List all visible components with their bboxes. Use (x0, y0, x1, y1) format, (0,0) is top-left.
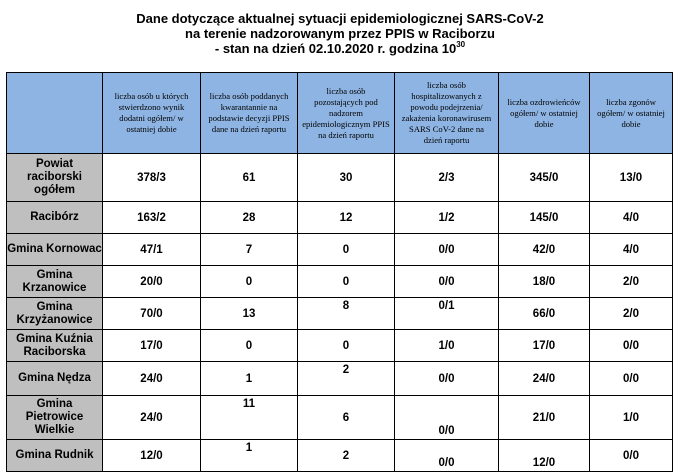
cell-hospitalized: 0/0 (395, 396, 499, 440)
cell-deaths: 2/0 (590, 298, 673, 330)
cell-quarantine: 28 (201, 202, 298, 234)
cell-deaths: 13/0 (590, 154, 673, 202)
cell-deaths: 0/0 (590, 440, 673, 472)
cell-hospitalized: 0/1 (395, 298, 499, 330)
cell-supervision: 0 (298, 234, 395, 266)
table-row (7, 440, 673, 472)
row-header: Powiat raciborski ogółem (7, 154, 103, 202)
title-line-2: na terenie nadzorowanym przez PPIS w Raciborzu (185, 26, 495, 41)
epidemic-data-table (6, 72, 673, 472)
table-row (7, 298, 673, 330)
report-title (0, 11, 680, 56)
cell-hospitalized: 1/2 (395, 202, 499, 234)
row-header: Gmina Nędza (7, 362, 103, 396)
cell-positive-cases: 12/0 (103, 440, 201, 472)
row-header: Gmina Krzyżanowice (7, 298, 103, 330)
cell-recovered: 145/0 (499, 202, 590, 234)
title-line-3 (0, 41, 680, 56)
table-row (7, 154, 673, 202)
row-header: Gmina Pietrowice Wielkie (7, 396, 103, 440)
cell-supervision: 6 (298, 396, 395, 440)
cell-hospitalized: 0/0 (395, 266, 499, 298)
cell-recovered: 24/0 (499, 362, 590, 396)
cell-recovered: 12/0 (499, 440, 590, 472)
cell-recovered: 345/0 (499, 154, 590, 202)
column-header-deaths: liczba zgonów ogółem/ w ostatniej dobie (590, 73, 673, 154)
column-header-positive-cases: liczba osób u których stwierdzono wynik dodatni ogółem/ w ostatniej dobie (103, 73, 201, 154)
cell-positive-cases: 24/0 (103, 362, 201, 396)
cell-hospitalized: 0/0 (395, 362, 499, 396)
cell-hospitalized: 0/0 (395, 440, 499, 472)
title-time-minutes: 30 (456, 40, 466, 49)
cell-supervision: 0 (298, 330, 395, 362)
cell-quarantine: 0 (201, 330, 298, 362)
cell-quarantine: 7 (201, 234, 298, 266)
title-date-text: - stan na dzień 02.10.2020 r. godzina 10 (214, 41, 457, 56)
column-header-supervision: liczba osób pozostających pod nadzorem epidemiologicznym PPIS na dzień raportu (298, 73, 395, 154)
cell-positive-cases: 17/0 (103, 330, 201, 362)
cell-quarantine: 13 (201, 298, 298, 330)
cell-deaths: 4/0 (590, 202, 673, 234)
title-line-1: Dane dotyczące aktualnej sytuacji epidemiologicznej SARS-CoV-2 (136, 11, 544, 26)
column-header-hospitalized: liczba osób hospitalizowanych z powodu podejrzenia/ zakażenia koronawirusem SARS CoV-2 dane na dzień raportu (395, 73, 499, 154)
cell-supervision: 2 (298, 440, 395, 472)
column-header-quarantine: liczba osób poddanych kwarantannie na podstawie decyzji PPIS dane na dzień raportu (201, 73, 298, 154)
cell-positive-cases: 47/1 (103, 234, 201, 266)
row-header: Gmina Krzanowice (7, 266, 103, 298)
cell-positive-cases: 70/0 (103, 298, 201, 330)
cell-deaths: 2/0 (590, 266, 673, 298)
cell-positive-cases: 378/3 (103, 154, 201, 202)
cell-recovered: 21/0 (499, 396, 590, 440)
table-row (7, 266, 673, 298)
cell-quarantine: 11 (201, 396, 298, 440)
cell-supervision: 8 (298, 298, 395, 330)
column-header-recovered: liczba ozdrowieńców ogółem/ w ostatniej dobie (499, 73, 590, 154)
cell-recovered: 66/0 (499, 298, 590, 330)
header-row (7, 73, 673, 154)
cell-positive-cases: 20/0 (103, 266, 201, 298)
row-header: Gmina Kuźnia Raciborska (7, 330, 103, 362)
cell-hospitalized: 0/0 (395, 234, 499, 266)
cell-supervision: 12 (298, 202, 395, 234)
cell-positive-cases: 163/2 (103, 202, 201, 234)
table-row (7, 202, 673, 234)
cell-recovered: 17/0 (499, 330, 590, 362)
cell-quarantine: 1 (201, 362, 298, 396)
table-row (7, 396, 673, 440)
cell-positive-cases: 24/0 (103, 396, 201, 440)
cell-deaths: 0/0 (590, 362, 673, 396)
cell-quarantine: 61 (201, 154, 298, 202)
cell-supervision: 2 (298, 362, 395, 396)
cell-recovered: 18/0 (499, 266, 590, 298)
row-header: Gmina Kornowac (7, 234, 103, 266)
cell-hospitalized: 2/3 (395, 154, 499, 202)
table-row (7, 234, 673, 266)
cell-deaths: 4/0 (590, 234, 673, 266)
cell-supervision: 0 (298, 266, 395, 298)
row-header: Gmina Rudnik (7, 440, 103, 472)
cell-hospitalized: 1/0 (395, 330, 499, 362)
cell-recovered: 42/0 (499, 234, 590, 266)
row-header: Racibórz (7, 202, 103, 234)
cell-quarantine: 1 (201, 440, 298, 472)
cell-deaths: 0/0 (590, 330, 673, 362)
table-row (7, 362, 673, 396)
cell-quarantine: 0 (201, 266, 298, 298)
cell-supervision: 30 (298, 154, 395, 202)
cell-deaths: 1/0 (590, 396, 673, 440)
header-corner-cell (7, 73, 103, 154)
table-row (7, 330, 673, 362)
